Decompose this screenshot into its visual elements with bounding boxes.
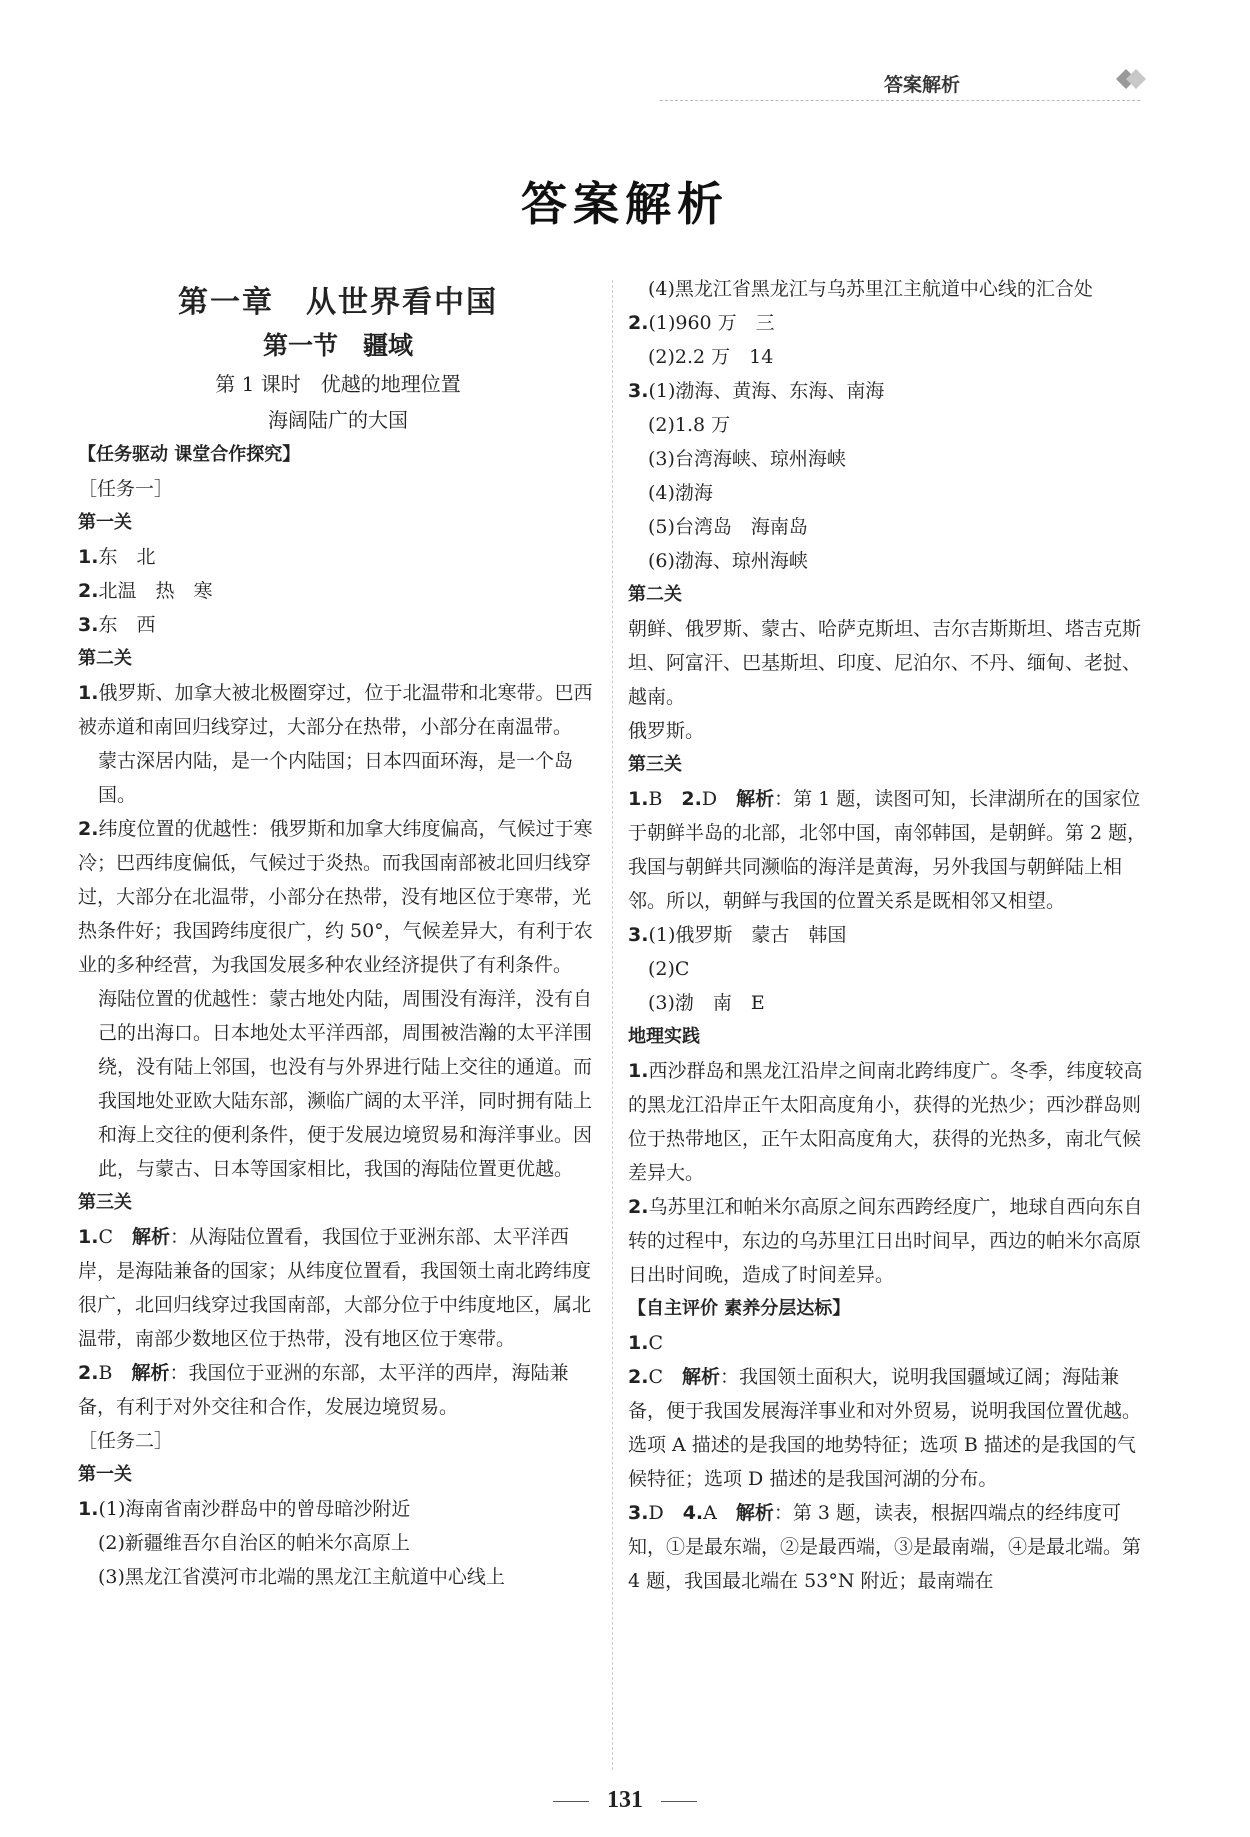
column-divider [612,280,613,1770]
diamond-arrow-icon [1110,64,1150,94]
task-heading: ［任务二］ [78,1430,174,1452]
answer-paragraph: 1.俄罗斯、加拿大被北极圈穿过，位于北温带和北寒带。巴西被赤道和南回归线穿过，大部分在热带，小部分在南温带。 [78,682,593,738]
section-title: 第一节 疆域 [262,331,413,360]
answer-line: (3)黑龙江省漠河市北端的黑龙江主航道中心线上 [98,1566,505,1588]
level-heading: 第三关 [78,1192,132,1213]
answer-paragraph: 2.C 解析：我国领土面积大，说明我国疆域辽阔；海陆兼备，便于我国发展海洋事业和对外贸易，说明我国位置优越。选项 A 描述的是我国的地势特征；选项 B 描述的是我国的气候特征；选项 D 描述的是我国河湖的分布。 [628,1366,1142,1490]
header-rule [660,100,1140,101]
answer-paragraph: 1.B 2.D 解析：第 1 题，读图可知，长津湖所在的国家位于朝鲜半岛的北部，北邻中国，南邻韩国，是朝鲜。第 2 题，我国与朝鲜共同濒临的海洋是黄海，另外我国与朝鲜陆上相邻。所以，朝鲜与我国的位置关系是既相邻又相望。 [628,788,1147,912]
answer-line: (4)渤海 [648,482,713,504]
answer-line: 1.东 北 [78,546,156,568]
level-heading: 第一关 [78,1464,132,1485]
lesson-title: 第 1 课时 优越的地理位置 [215,372,461,396]
level-heading: 第二关 [78,648,132,669]
answer-line: 3.(1)渤海、黄海、东海、南海 [628,380,885,402]
answer-line: 1.C [628,1332,663,1354]
answer-paragraph: 海陆位置的优越性：蒙古地处内陆，周围没有海洋，没有自己的出海口。日本地处太平洋西部，周围被浩瀚的太平洋围绕，没有陆上邻国，也没有与外界进行陆上交往的通道。而我国地处亚欧大陆东部，濒临广阔的太平洋，同时拥有陆上和海上交往的便利条件，便于发展边境贸易和海洋事业。因此，与蒙古、日本等国家相比，我国的海陆位置更优越。 [98,988,593,1180]
practice-heading: 地理实践 [628,1026,700,1047]
answer-paragraph: 朝鲜、俄罗斯、蒙古、哈萨克斯坦、吉尔吉斯斯坦、塔吉克斯坦、阿富汗、巴基斯坦、印度、尼泊尔、不丹、缅甸、老挝、越南。 [628,618,1142,708]
answer-line: 3.(1)俄罗斯 蒙古 韩国 [628,924,847,946]
answer-paragraph: 1.西沙群岛和黑龙江沿岸之间南北跨纬度广。冬季，纬度较高的黑龙江沿岸正午太阳高度角小，获得的光热少；西沙群岛则位于热带地区，正午太阳高度角大，获得的光热多，南北气候差异大。 [628,1060,1143,1184]
right-column [628,272,1148,1598]
block-heading: 【自主评价 素养分层达标】 [628,1298,851,1319]
level-heading: 第二关 [628,584,682,605]
answer-line: (6)渤海、琼州海峡 [648,550,808,572]
answer-paragraph: 2.B 解析：我国位于亚洲的东部，太平洋的西岸，海陆兼备，有利于对外交往和合作，发展边境贸易。 [78,1362,569,1418]
answer-line: (2)C [648,958,690,980]
answer-paragraph: (4)黑龙江省黑龙江与乌苏里江主航道中心线的汇合处 [648,278,1093,300]
answer-line: (3)台湾海峡、琼州海峡 [648,448,846,470]
answer-line: (2)新疆维吾尔自治区的帕米尔高原上 [98,1532,410,1554]
answer-paragraph: 1.C 解析：从海陆位置看，我国位于亚洲东部、太平洋西岸，是海陆兼备的国家；从纬度位置看，我国领土南北跨纬度很广，北回归线穿过我国南部，大部分位于中纬度地区，属北温带，南部少数地区位于热带，没有地区位于寒带。 [78,1226,592,1350]
answer-line: 3.东 西 [78,614,156,636]
level-heading: 第一关 [78,512,132,533]
page-title: 答案解析 [521,177,729,231]
answer-paragraph: 2.乌苏里江和帕米尔高原之间东西跨经度广，地球自西向东自转的过程中，东边的乌苏里江日出时间早，西边的帕米尔高原日出时间晚，造成了时间差异。 [628,1196,1143,1286]
answer-paragraph: 蒙古深居内陆，是一个内陆国；日本四面环海，是一个岛国。 [98,750,574,806]
answer-line: (5)台湾岛 海南岛 [648,516,808,538]
block-heading: 【任务驱动 课堂合作探究】 [78,444,301,465]
answer-line: (3)渤 南 E [648,992,765,1014]
answer-paragraph: 2.纬度位置的优越性：俄罗斯和加拿大纬度偏高，气候过于寒冷；巴西纬度偏低，气候过于炎热。而我国南部被北回归线穿过，大部分在北温带，小部分在热带，没有地区位于寒带，光热条件好；我国跨纬度很广，约 50°，气候差异大，有利于农业的多种经营，为我国发展多种农业经济提供了有利条件。 [78,818,593,976]
answer-line: 2.(1)960 万 三 [628,312,775,334]
page-number: 131 [0,1787,1250,1814]
answer-line: 1.(1)海南省南沙群岛中的曾母暗沙附近 [78,1498,411,1520]
lesson-subtitle: 海阔陆广的大国 [268,408,408,432]
answer-line: 2.北温 热 寒 [78,580,213,602]
answer-paragraph: 3.D 4.A 解析：第 3 题，读表，根据四端点的经纬度可知，①是最东端，②是最西端，③是最南端，④是最北端。第 4 题，我国最北端在 53°N 附近；最南端在 [628,1502,1142,1592]
level-heading: 第三关 [628,754,682,775]
header-tag: 答案解析 [883,74,960,96]
answer-line: 俄罗斯。 [628,720,705,742]
answer-line: (2)1.8 万 [648,414,731,436]
task-heading: ［任务一］ [78,478,174,500]
answer-line: (2)2.2 万 14 [648,346,774,368]
chapter-title: 第一章 从世界看中国 [178,285,498,320]
left-column [78,280,598,1594]
